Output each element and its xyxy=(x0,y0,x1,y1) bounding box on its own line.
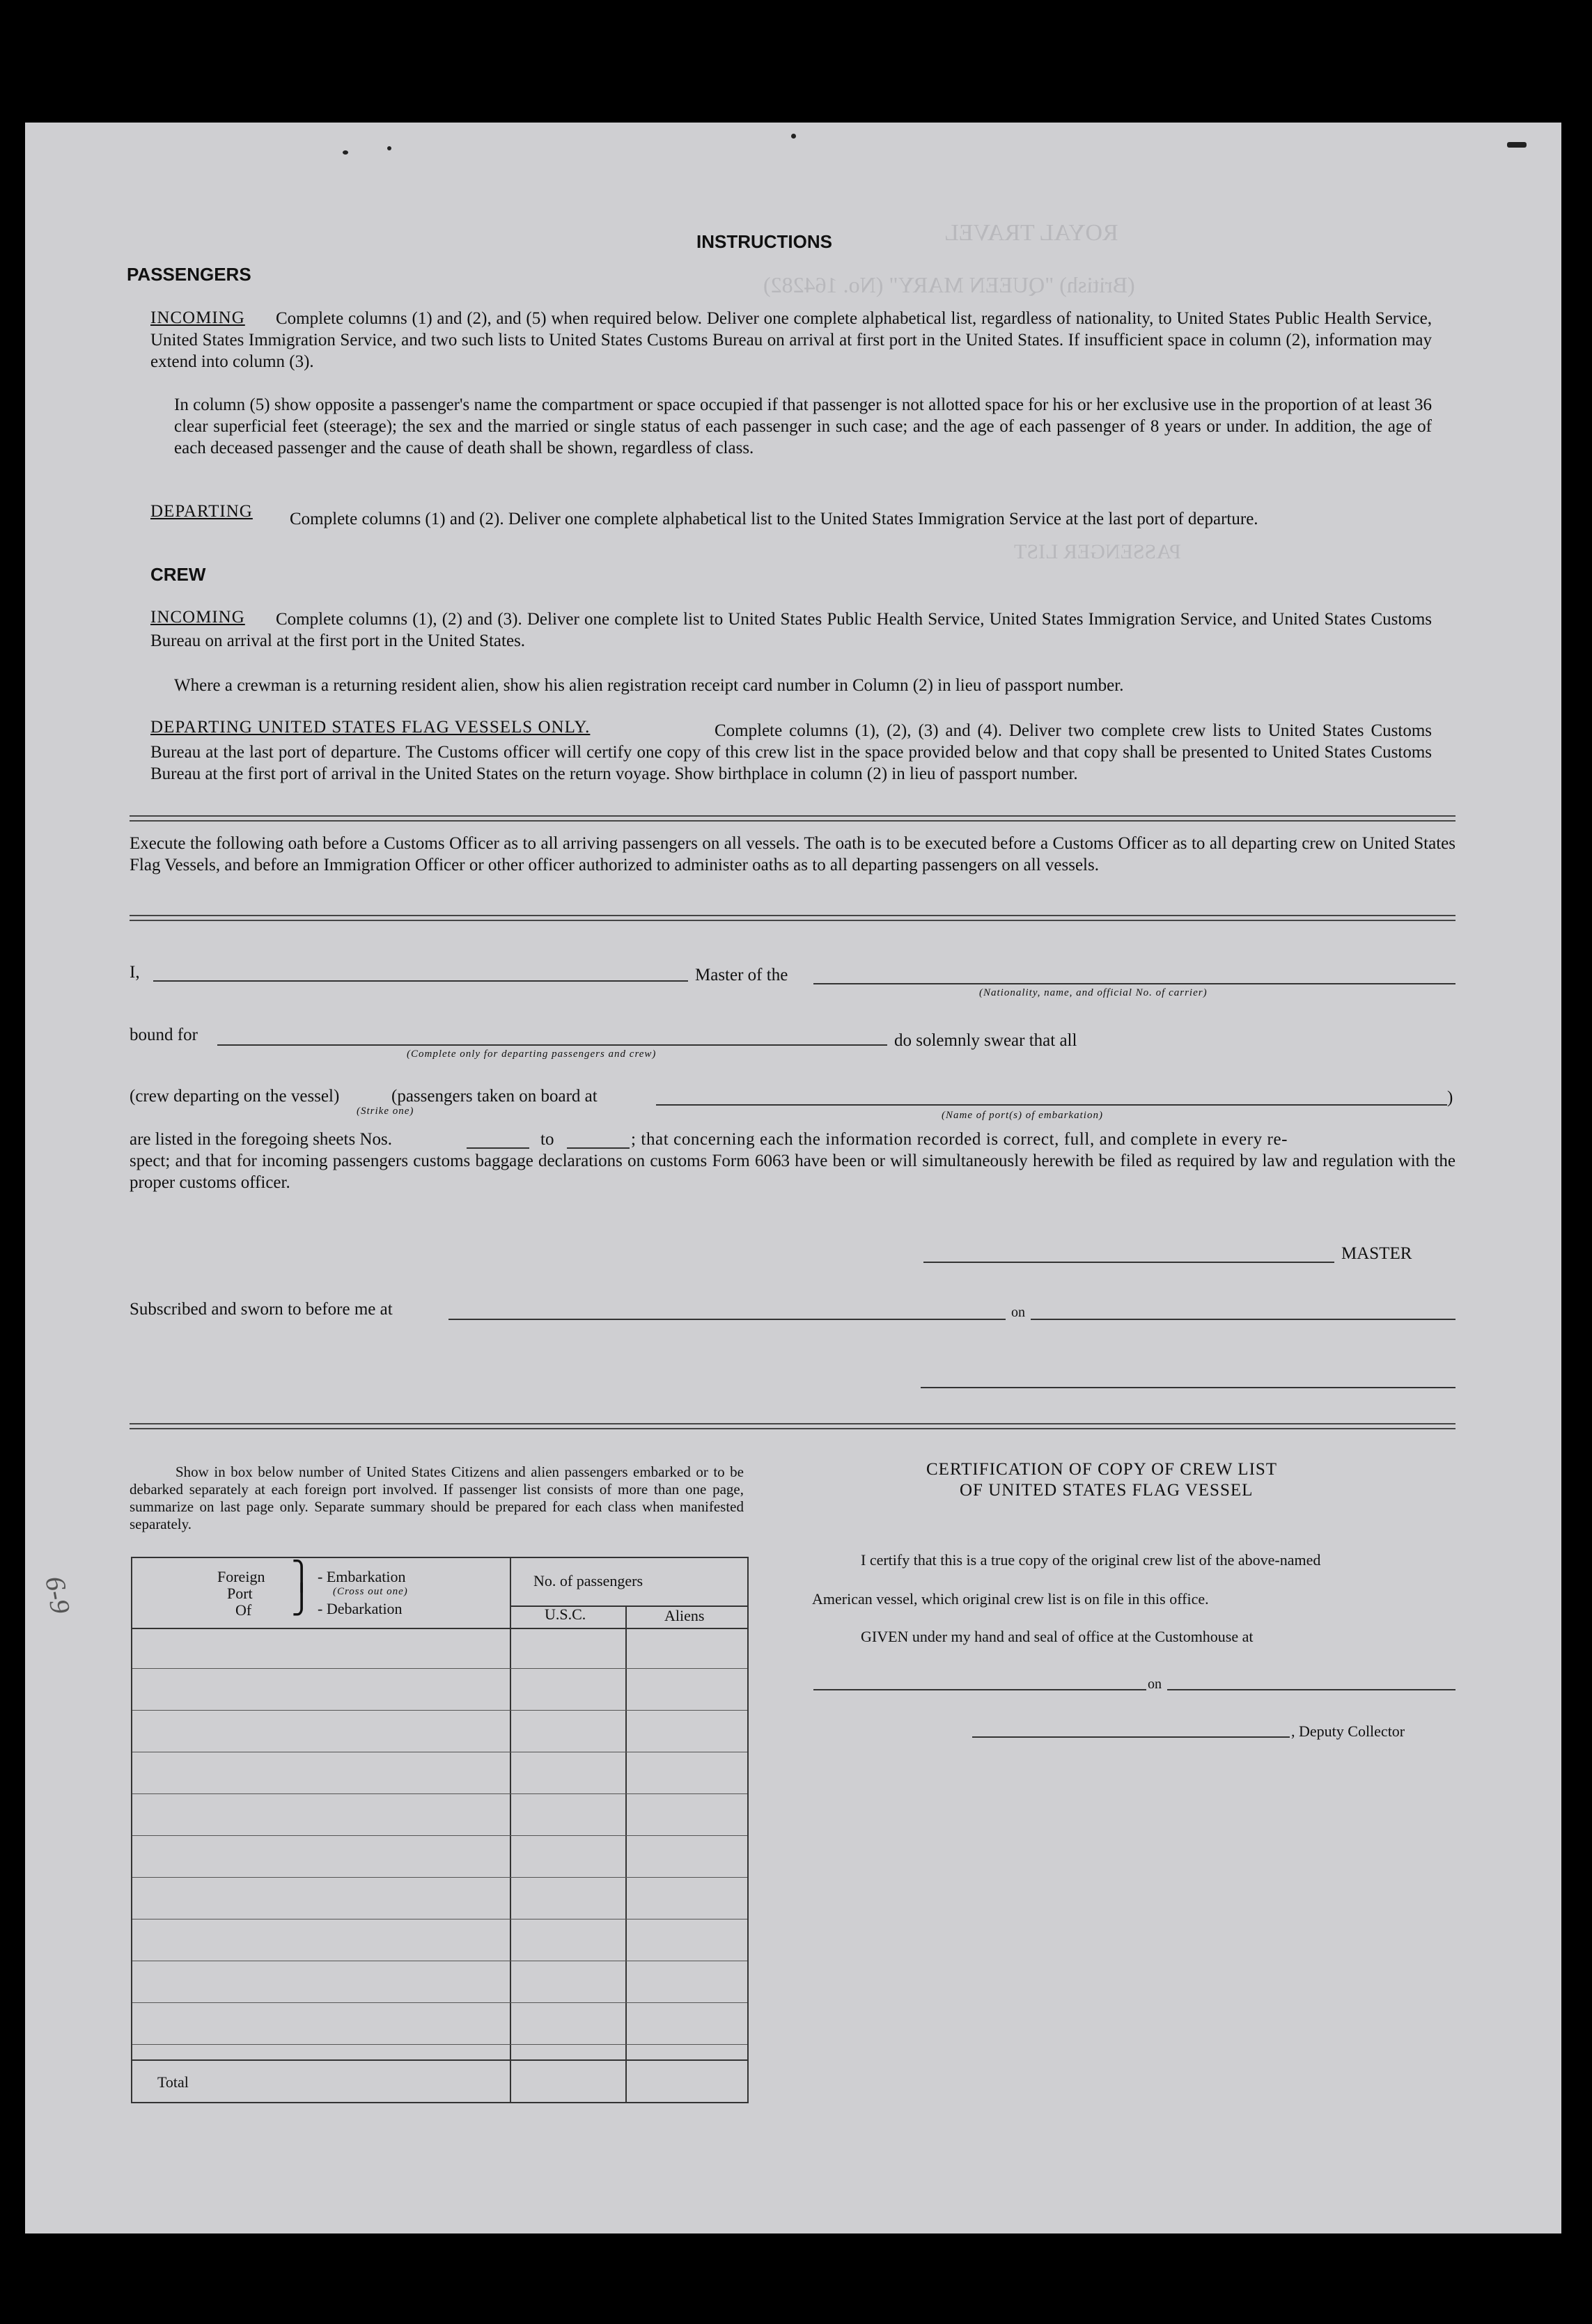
oath-intro: Execute the following oath before a Customs Officer as to all arriving passengers on all vessels. The oath is to be executed before a Customs Officer as to all departing crew on United States Flag Vessels, and before an Immigration Officer or other officer authorized to administer oaths as to all departing passengers on all vessels. xyxy=(130,834,1456,874)
crew-heading: CREW xyxy=(150,564,206,585)
no-passengers-header: No. of passengers xyxy=(533,1572,643,1589)
strike-one-caption: (Strike one) xyxy=(357,1106,414,1117)
total-label: Total xyxy=(157,2073,189,2091)
master-name-field[interactable] xyxy=(153,980,688,982)
table-row xyxy=(132,1835,747,1836)
certification-date-field[interactable] xyxy=(1167,1689,1456,1690)
section-divider xyxy=(130,1423,1456,1429)
passengers-departing-text: Complete columns (1) and (2). Deliver one complete alphabetical list to the United States Immigration Service at the last port of departure. xyxy=(290,510,1258,528)
cross-out-caption: (Cross out one) xyxy=(333,1586,408,1597)
debarkation-option[interactable]: - Debarkation xyxy=(318,1600,403,1617)
bound-for-caption: (Complete only for departing passengers and crew) xyxy=(407,1049,657,1060)
crew-resident-text: Where a crewman is a returning resident alien, show his alien registration receipt card number in Column (2) in lieu of passport number. xyxy=(174,676,1124,695)
to-label: to xyxy=(540,1130,554,1149)
table-divider xyxy=(510,1558,511,2102)
crew-incoming-text: Complete columns (1), (2) and (3). Deliver one complete list to United States Public Health Service, United States Immigration Service, and United States Customs Bureau on arrival at the first port in the United States. xyxy=(150,610,1432,650)
summary-instructions: Show in box below number of United States Citizens and alien passengers embarked or to be debarked separately at each foreign port involved. If passenger list consists of more than one page, summarize on last page only. Separate summary should be prepared for each class when manifested separately. xyxy=(130,1463,744,1532)
certification-line-2: American vessel, which original crew list is on file in this office. xyxy=(812,1590,1209,1608)
carrier-field[interactable] xyxy=(813,983,1456,984)
of-label: Of xyxy=(235,1601,252,1619)
passengers-incoming-label: INCOMING xyxy=(150,308,245,327)
deputy-signature-field[interactable] xyxy=(972,1736,1290,1738)
passengers-heading: PASSENGERS xyxy=(127,264,251,285)
port-label: Port xyxy=(227,1585,253,1602)
table-divider xyxy=(625,1605,627,2102)
subscribed-label: Subscribed and sworn to before me at xyxy=(130,1300,393,1319)
bound-for-field[interactable] xyxy=(217,1044,887,1046)
swear-label: do solemnly swear that all xyxy=(894,1031,1077,1050)
certification-line-3: GIVEN under my hand and seal of office at the Customhouse at xyxy=(861,1628,1254,1645)
sworn-on-label: on xyxy=(1011,1305,1025,1320)
master-label: MASTER xyxy=(1341,1244,1412,1263)
page-title: INSTRUCTIONS xyxy=(696,231,832,252)
table-row xyxy=(132,1668,747,1669)
nationality-caption: (Nationality, name, and official No. of carrier) xyxy=(979,987,1208,998)
bleed-through-text: PASSENGER LIST xyxy=(1014,540,1181,563)
table-row xyxy=(132,1877,747,1878)
close-paren: ) xyxy=(1447,1088,1453,1107)
certification-on-label: on xyxy=(1148,1677,1162,1692)
crew-departing-option: (crew departing on the vessel) xyxy=(130,1087,340,1106)
certification-subtitle: OF UNITED STATES FLAG VESSEL xyxy=(960,1481,1254,1500)
passengers-column5-text: In column (5) show opposite a passenger's name the compartment or space occupied if that passenger is not allotted space for his or her exclusive use in the proportion of at least 36 clear superficial feet (steerage); the sex and the married or single status of each passenger in such case; and the age of each passenger of 8 years or under. In addition, the age of each deceased passenger and the cause of death shall be shown, regardless of class. xyxy=(174,395,1432,457)
deputy-collector-label: , Deputy Collector xyxy=(1291,1722,1405,1740)
speck xyxy=(791,134,796,139)
table-row xyxy=(132,2044,747,2045)
bleed-through-text: (British) "QUEEN MARY" (No. 164282) xyxy=(763,272,1135,297)
certification-title: CERTIFICATION OF COPY OF CREW LIST xyxy=(926,1460,1278,1479)
speck xyxy=(387,146,391,150)
sworn-date-field[interactable] xyxy=(1031,1319,1456,1320)
bleed-through-text: ROYAL TRAVEL xyxy=(944,220,1118,246)
bound-for-label: bound for xyxy=(130,1026,198,1044)
passengers-incoming-text: Complete columns (1) and (2), and (5) when required below. Deliver one complete alphabetical list, regardless of nationality, to United States Public Health Service, United States Immigration Service, and two such lists to United States Customs Bureau on arrival at first port in the United States. If insufficient space in column (2), information may extend into column (3). xyxy=(150,309,1432,371)
form-page xyxy=(25,123,1561,2233)
table-row xyxy=(132,2002,747,2003)
brace-top: ⎫ xyxy=(291,1560,312,1592)
section-divider xyxy=(130,915,1456,921)
oath-i-label: I, xyxy=(130,963,140,982)
speck xyxy=(343,150,348,155)
speck xyxy=(1507,142,1527,148)
customhouse-field[interactable] xyxy=(813,1689,1146,1690)
aliens-header: Aliens xyxy=(664,1607,705,1624)
crew-incoming-label: INCOMING xyxy=(150,608,245,627)
passengers-departing-label: DEPARTING xyxy=(150,502,253,521)
listed-text-continued: spect; and that for incoming passengers customs baggage declarations on customs Form 6063 have been or will simultaneously herewith be filed as required by law and regulation with the proper customs officer. xyxy=(130,1152,1456,1192)
ports-caption: (Name of port(s) of embarkation) xyxy=(942,1110,1103,1121)
sheet-to-field[interactable] xyxy=(567,1147,630,1149)
listed-text: ; that concerning each the information recorded is correct, full, and complete in every re- xyxy=(631,1130,1288,1149)
embarkation-option[interactable]: - Embarkation xyxy=(318,1568,406,1585)
crew-departing-label: DEPARTING UNITED STATES FLAG VESSELS ONLY. xyxy=(150,718,591,737)
master-signature-field[interactable] xyxy=(923,1262,1334,1263)
table-header-rule xyxy=(132,1628,747,1629)
table-row xyxy=(132,1793,747,1794)
officer-signature-field[interactable] xyxy=(921,1387,1456,1388)
sheets-label: are listed in the foregoing sheets Nos. xyxy=(130,1130,392,1149)
certification-line-1: I certify that this is a true copy of the original crew list of the above-named xyxy=(861,1551,1321,1569)
brace-bottom: ⎭ xyxy=(291,1584,312,1615)
passengers-taken-option: (passengers taken on board at xyxy=(391,1087,598,1106)
usc-header: U.S.C. xyxy=(545,1605,586,1623)
embarkation-ports-field[interactable] xyxy=(656,1104,1447,1106)
passenger-summary-table xyxy=(131,1557,749,2103)
foreign-label: Foreign xyxy=(217,1568,265,1585)
margin-note: 6-9 xyxy=(39,1573,77,1617)
master-of-label: Master of the xyxy=(695,966,788,984)
table-total-rule xyxy=(132,2059,747,2061)
sworn-place-field[interactable] xyxy=(448,1319,1006,1320)
crew-departing-text: Complete columns (1), (2), (3) and (4). Deliver two complete crew lists to United States Customs Bureau at the last port of departure. The Customs officer will certify one copy of this crew list in the space provided below and that copy shall be presented to United States Customs Bureau at the first port of arrival in the United States on the return voyage. Show birthplace in column (2) in lieu of passport number. xyxy=(150,721,1432,783)
table-row xyxy=(132,1710,747,1711)
sheet-from-field[interactable] xyxy=(467,1147,529,1149)
section-divider xyxy=(130,815,1456,822)
